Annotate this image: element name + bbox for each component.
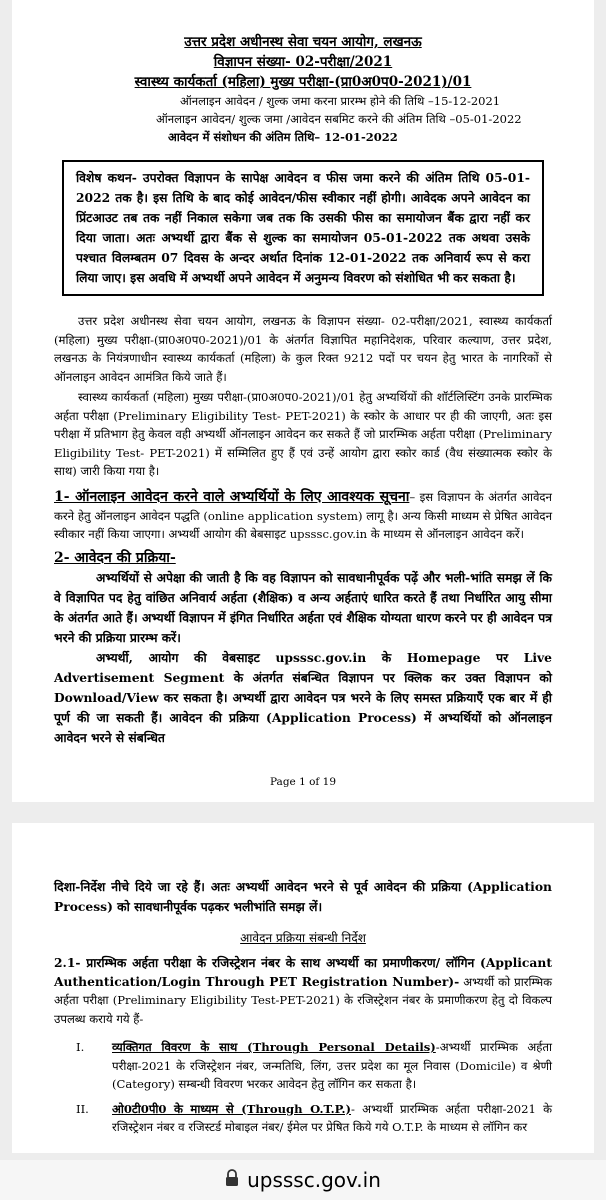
list-item-number: II. [76, 1101, 89, 1116]
section-2-1-heading: 2.1- प्रारम्भिक अर्हता परीक्षा के रजिस्ट्रेशन नंबर के साथ अभ्यर्थी का प्रमाणीकरण/ लॉगिन (Applicant Authentication/Login Through PET Registration Number)- [54, 955, 552, 989]
section-1-body: – इस विज्ञापन के अंतर्गत आवेदन करने हेतु ऑनलाइन आवेदन पद्धति (online application system) लागू है। अन्य किसी माध्यम से प्रेषित आवेदन स्वीकार नहीं किया जाएगा। अभ्यर्थी आयोग की बेबसाइट upsssc.gov.in के माध्यम से ऑनलाइन आवेदन करें। [54, 489, 552, 541]
document-page-2 [12, 823, 594, 1153]
browser-url[interactable]: upsssc.gov.in [247, 1168, 381, 1192]
section-2-1-body: अभ्यर्थी को प्रारम्भिक अर्हता परीक्षा (Preliminary Eligibility Test-PET-2021) के रजिस्ट्रेशन नंबर के प्रमाणीकरण हेतु दो विकल्प उपलब्ध कराये गये हैं- [54, 974, 553, 1026]
instructions-subheading: आवेदन प्रक्रिया संबन्धी निर्देश [240, 931, 366, 945]
org-title: उत्तर प्रदेश अधीनस्थ सेवा चयन आयोग, लखनऊ [184, 34, 422, 50]
list-item-heading: व्यक्तिगत विवरण के साथ (Through Personal Details) [112, 1040, 436, 1054]
special-notice-box: विशेष कथन- उपरोक्त विज्ञापन के सापेक्ष आवेदन व फीस जमा करने की अंतिम तिथि 05-01-2022 तक है। इस तिथि के बाद कोई आवेदन/फीस स्वीकार नहीं होगी। आवेदक अपने आवेदन का प्रिंटआउट तब तक नहीं निकाल सकेगा जब तक कि उसकी फीस का समायोजन बैंक द्वारा नहीं कर दिया जाता। अतः अभ्यर्थी द्वारा बैंक से शुल्क का समायोजन 05-01-2022 तक अथवा उसके पश्चात विलम्बतम 07 दिवस के अन्दर अर्थात दिनांक 12-01-2022 तक अनिवार्य रूप से करा लिया जाए। इस अवधि में अभ्यर्थी अपने आवेदन में अनुमन्य विवरण को संशोधित भी कर सकता है। [62, 160, 544, 296]
list-item [54, 1038, 552, 1094]
section-2-paragraph-2: अभ्यर्थी, आयोग की वेबसाइट upsssc.gov.in के Homepage पर Live Advertisement Segment के अंतर्गत संबन्धित विज्ञापन पर क्लिक कर उक्त विज्ञापन को Download/View कर सकता है। अभ्यर्थी द्वारा आवेदन पत्र भरने के लिए समस्त प्रक्रियाएँ एक बार में ही पूर्ण की जा सकती हैं। आवेदन की प्रक्रिया (Application Process) में अभ्यर्थियों को ऑनलाइन आवेदन भरने से संबन्धित [54, 649, 552, 745]
list-item-body: - अभ्यर्थी प्रारम्भिक अर्हता परीक्षा-2021 के रजिस्ट्रेशन नंबर व रजिस्टर्ड मोबाइल नंबर/ ईमेल पर प्रेषित किये गये O.T.P. के माध्यम से लॉगिन कर [112, 1101, 552, 1134]
list-item-number: I. [76, 1040, 85, 1054]
list-item-body: -अभ्यर्थी प्रारम्भिक अर्हता परीक्षा-2021 के रजिस्ट्रेशन नंबर, जन्मतिथि, लिंग, उत्तर प्रदेश का मूल निवास (Domicile) व श्रेणी (Category) सम्बन्धी विवरण भरकर आवेदन हेतु लॉगिन कर सकता है। [112, 1040, 552, 1091]
section-2-1 [54, 954, 552, 1028]
intro-paragraph: उत्तर प्रदेश अधीनस्थ सेवा चयन आयोग, लखनऊ के विज्ञापन संख्या- 02-परीक्षा/2021, स्वास्थ्य कार्यकर्ता (महिला) मुख्य परीक्षा-(प्रा0अ0प0-2021)/01 के अंतर्गत विज्ञापित महानिदेशक, परिवार कल्याण, उत्तर प्रदेश, लखनऊ के नियंत्रणाधीन स्वास्थ्य कार्यकर्ता (महिला) के कुल रिक्त 9212 पदों पर चयन हेतु भारत के नागरिकों से ऑनलाइन आवेदन आमंत्रित किये जाते हैं। [54, 314, 552, 384]
start-date: ऑनलाइन आवेदन / शुल्क जमा करना प्रारम्भ होने की तिथि –15-12-2021 [180, 94, 501, 108]
section-2-heading: 2- आवेदन की प्रक्रिया- [54, 549, 176, 566]
section-2-paragraph-1: अभ्यर्थियों से अपेक्षा की जाती है कि वह विज्ञापन को सावधानीपूर्वक पढ़ें और भली-भांति समझ लें कि वे विज्ञापित पद हेतु वांछित अनिवार्य अर्हता (शैक्षिक) व अन्य अर्हताएं धारित करते हैं तथा निर्धारित आयु सीमा के अंतर्गत आते हैं। अभ्यर्थी विज्ञापन में इंगित निर्धारित अर्हता एवं शैक्षिक योग्यता धारण करने पर ही आवेदन पत्र भरने की प्रक्रिया प्रारम्भ करें। [54, 569, 552, 645]
document-page-1 [12, 0, 594, 802]
section-1 [54, 487, 552, 544]
browser-address-bar[interactable] [0, 1160, 606, 1200]
list-item-heading: ओ0टी0पी0 के माध्यम से (Through O.T.P.) [112, 1101, 352, 1116]
continuation-text: दिशा-निर्देश नीचे दिये जा रहे हैं। अतः अभ्यर्थी आवेदन भरने से पूर्व आवेदन की प्रक्रिया (Application Process) को सावधानीपूर्वक पढ़कर भलीभांति समझ लें। [54, 879, 552, 914]
correction-date: आवेदन में संशोधन की अंतिम तिथि– 12-01-2022 [168, 130, 398, 144]
last-date: ऑनलाइन आवेदन/ शुल्क जमा /आवेदन सबमिट करने की अंतिम तिथि –05-01-2022 [156, 112, 522, 126]
lock-icon [225, 1168, 239, 1192]
advertisement-number: विज्ञापन संख्या- 02-परीक्षा/2021 [213, 54, 393, 70]
page-footer: Page 1 of 19 [269, 776, 337, 788]
section-1-heading: 1- ऑनलाइन आवेदन करने वाले अभ्यर्थियों के लिए आवश्यक सूचना [54, 488, 410, 505]
list-item [54, 1100, 552, 1137]
exam-title: स्वास्थ्य कार्यकर्ता (महिला) मुख्य परीक्षा-(प्रा0अ0प0-2021)/01 [134, 74, 472, 90]
shortlisting-paragraph: स्वास्थ्य कार्यकर्ता (महिला) मुख्य परीक्षा-(प्रा0अ0प0-2021)/01 हेतु अभ्यर्थियों की शॉर्टलिस्टिंग उनके प्रारम्भिक अर्हता परीक्षा (Preliminary Eligibility Test- PET-2021) के स्कोर के आधार पर ही की जाएगी, अतः इस परीक्षा में प्रतिभाग हेतु केवल वही अभ्यर्थी ऑनलाइन आवेदन कर सकते हैं जो प्रारम्भिक अर्हता परीक्षा (Preliminary Eligibility Test- PET-2021) में सम्मिलित हुए हैं एवं उन्हें आयोग द्वारा स्कोर कार्ड (वैध संख्यात्मक स्कोर के साथ) जारी किया गया है। [54, 390, 552, 478]
